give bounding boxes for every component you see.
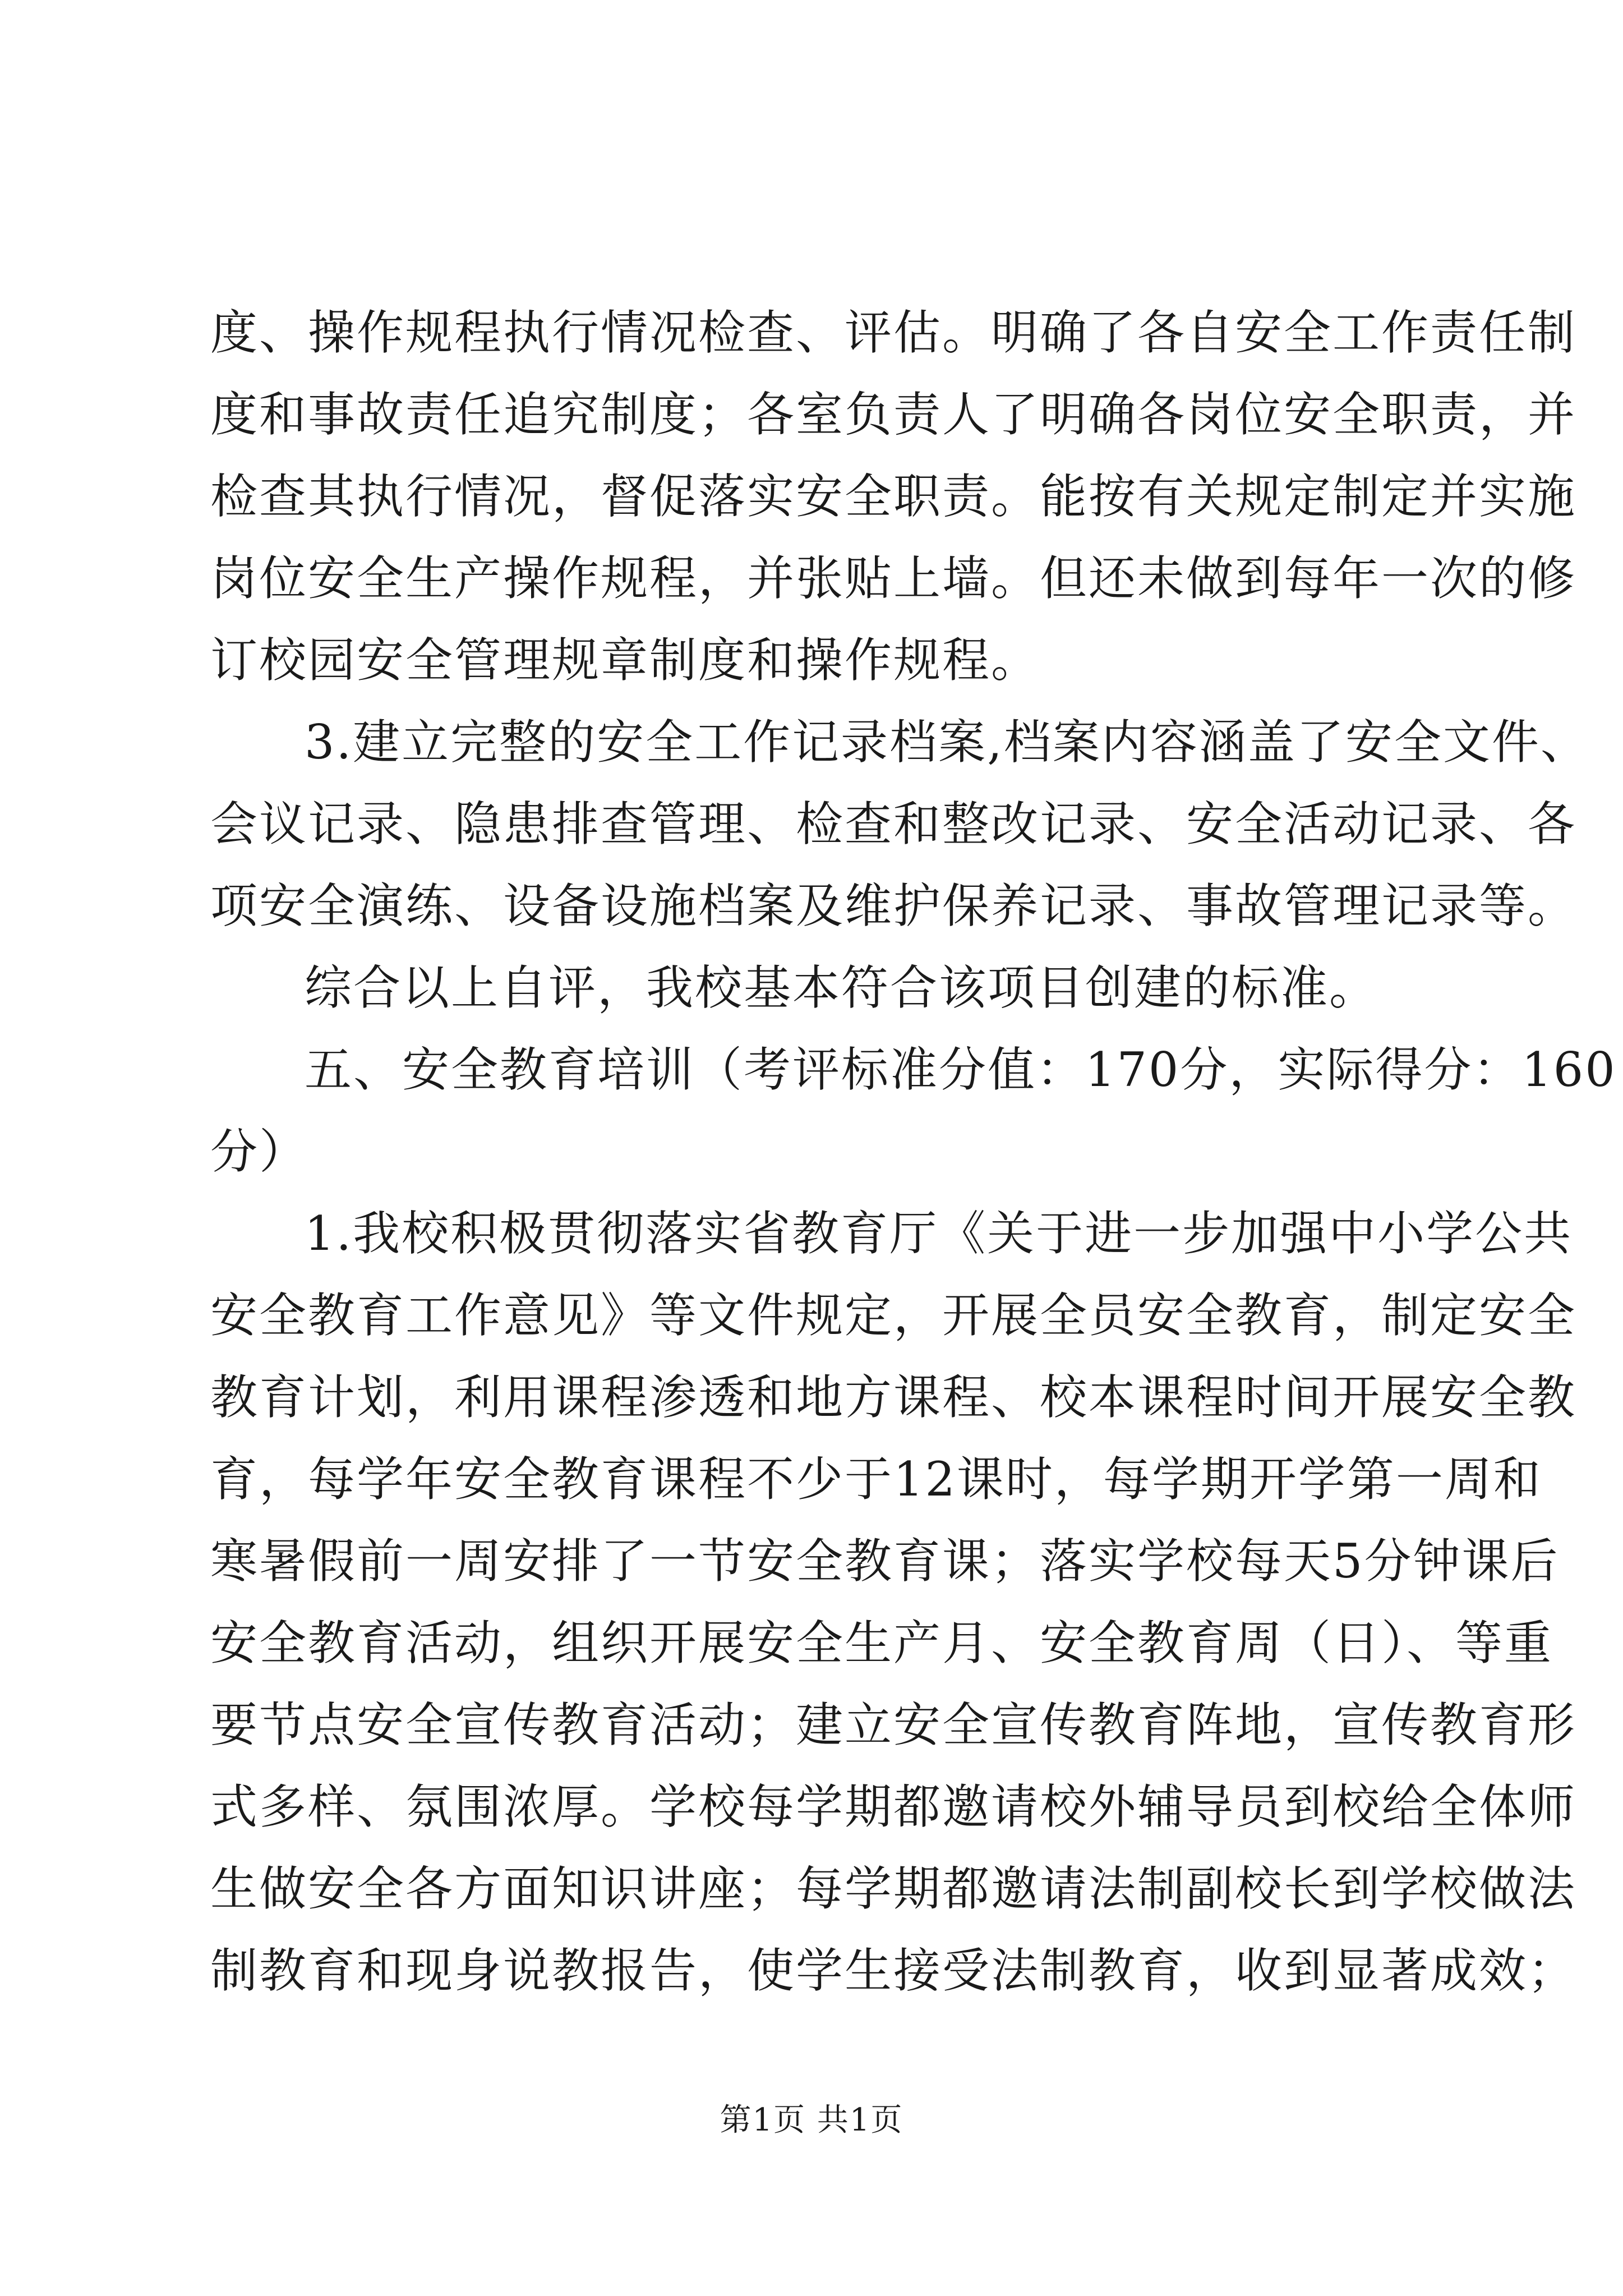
page-number: 第1页 共1页	[720, 2102, 903, 2138]
text-line: 生做安全各方面知识讲座；每学期都邀请法制副校长到学校做法	[210, 1861, 1577, 1916]
text-line: 岗位安全生产操作规程，并张贴上墙。但还未做到每年一次的修	[210, 551, 1577, 606]
document-body	[210, 292, 1617, 2012]
text-line: 项安全演练、设备设施档案及维护保养记录、事故管理记录等。	[210, 878, 1577, 933]
text-line: 式多样、氛围浓厚。学校每学期都邀请校外辅导员到校给全体师	[210, 1779, 1577, 1834]
text-line: 1.我校积极贯彻落实省教育厅《关于进一步加强中小学公共	[305, 1206, 1573, 1261]
text-line: 度和事故责任追究制度；各室负责人了明确各岗位安全职责，并	[210, 387, 1577, 442]
text-line: 3.建立完整的安全工作记录档案,档案内容涵盖了安全文件、	[305, 715, 1589, 770]
text-line: 订校园安全管理规章制度和操作规程。	[210, 633, 1040, 688]
text-line: 安全教育活动，组织开展安全生产月、安全教育周（日）、等重	[210, 1616, 1553, 1671]
text-line: 寒暑假前一周安排了一节安全教育课；落实学校每天5分钟课后	[210, 1534, 1560, 1589]
section-heading: 五、安全教育培训（考评标准分值：170分，实际得分：160	[305, 1042, 1617, 1097]
text-line: 检查其执行情况，督促落实安全职责。能按有关规定制定并实施	[210, 469, 1577, 524]
text-line: 安全教育工作意见》等文件规定，开展全员安全教育，制定安全	[210, 1288, 1577, 1343]
section-heading-continuation: 分）	[210, 1124, 308, 1179]
text-line: 制教育和现身说教报告，使学生接受法制教育，收到显著成效；	[210, 1943, 1577, 1998]
text-line: 综合以上自评，我校基本符合该项目创建的标准。	[305, 960, 1378, 1015]
page-footer	[0, 2101, 1623, 2140]
text-line: 育，每学年安全教育课程不少于12课时，每学期开学第一周和	[210, 1452, 1542, 1507]
text-line: 教育计划，利用课程渗透和地方课程、校本课程时间开展安全教	[210, 1370, 1577, 1425]
text-line: 会议记录、隐患排查管理、检查和整改记录、安全活动记录、各	[210, 797, 1577, 852]
text-line: 要节点安全宣传教育活动；建立安全宣传教育阵地，宣传教育形	[210, 1697, 1577, 1752]
text-line: 度、操作规程执行情况检查、评估。明确了各自安全工作责任制	[210, 305, 1577, 360]
